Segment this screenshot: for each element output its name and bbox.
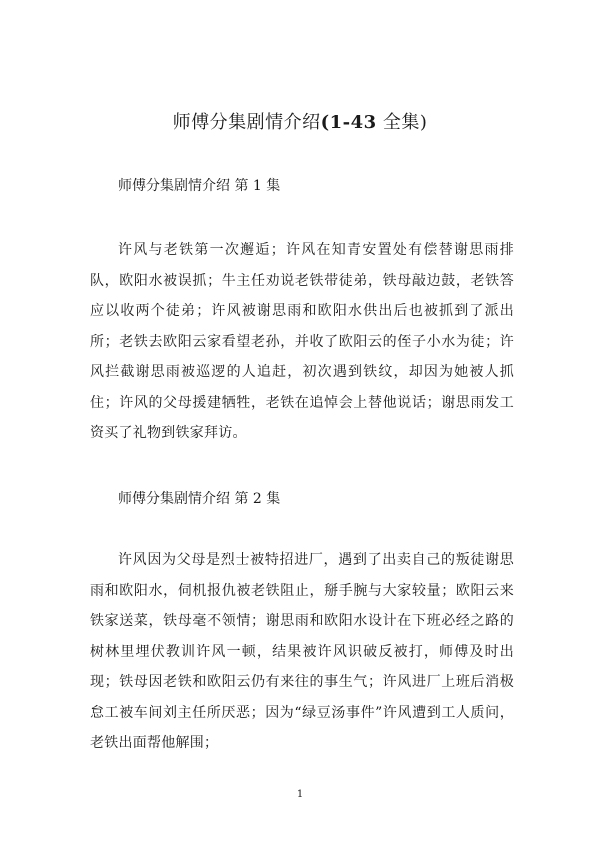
section-body-episode-2: 许风因为父母是烈士被特招进厂，遇到了出卖自己的叛徒谢思雨和欧阳水，伺机报仇被老铁阻止，掰手腕与大家较量；欧阳云来铁家送菜，铁母毫不领情；谢思雨和欧阳水设计在下班必经之路的树林里埋伏教训许风一顿，结果被许风识破反被打，师傅及时出现；铁母因老铁和欧阳云仍有来往的事生气；许风进厂上班后消极怠工被车间刘主任所厌恶；因为“绿豆汤事件”许风遭到工人质问，老铁出面帮他解围； [90,552,514,751]
section-heading-episode-2: 师傅分集剧情介绍 第 2 集 [118,491,281,507]
title-episode-range: (1-43 [320,112,377,133]
section-body-episode-1: 许风与老铁第一次邂逅；许风在知青安置处有偿替谢思雨排队，欧阳水被误抓；牛主任劝说老铁带徒弟，铁母敲边鼓，老铁答应以收两个徒弟；许风被谢思雨和欧阳水供出后也被抓到了派出所；老铁去欧阳云家看望老孙，并收了欧阳云的侄子小水为徒；许风拦截谢思雨被巡逻的人追赶，初次遇到铁纹，却因为她被人抓住；许风的父母援建牺牲，老铁在追悼会上替他说话；谢思雨发工资买了礼物到铁家拜访。 [90,242,514,441]
page-number: 1 [296,789,304,800]
section-heading-episode-1: 师傅分集剧情介绍 第 1 集 [118,178,281,194]
document-title [0,112,600,134]
title-main: 师傅分集剧情介绍 [172,112,321,133]
title-suffix: 全集) [376,112,428,133]
